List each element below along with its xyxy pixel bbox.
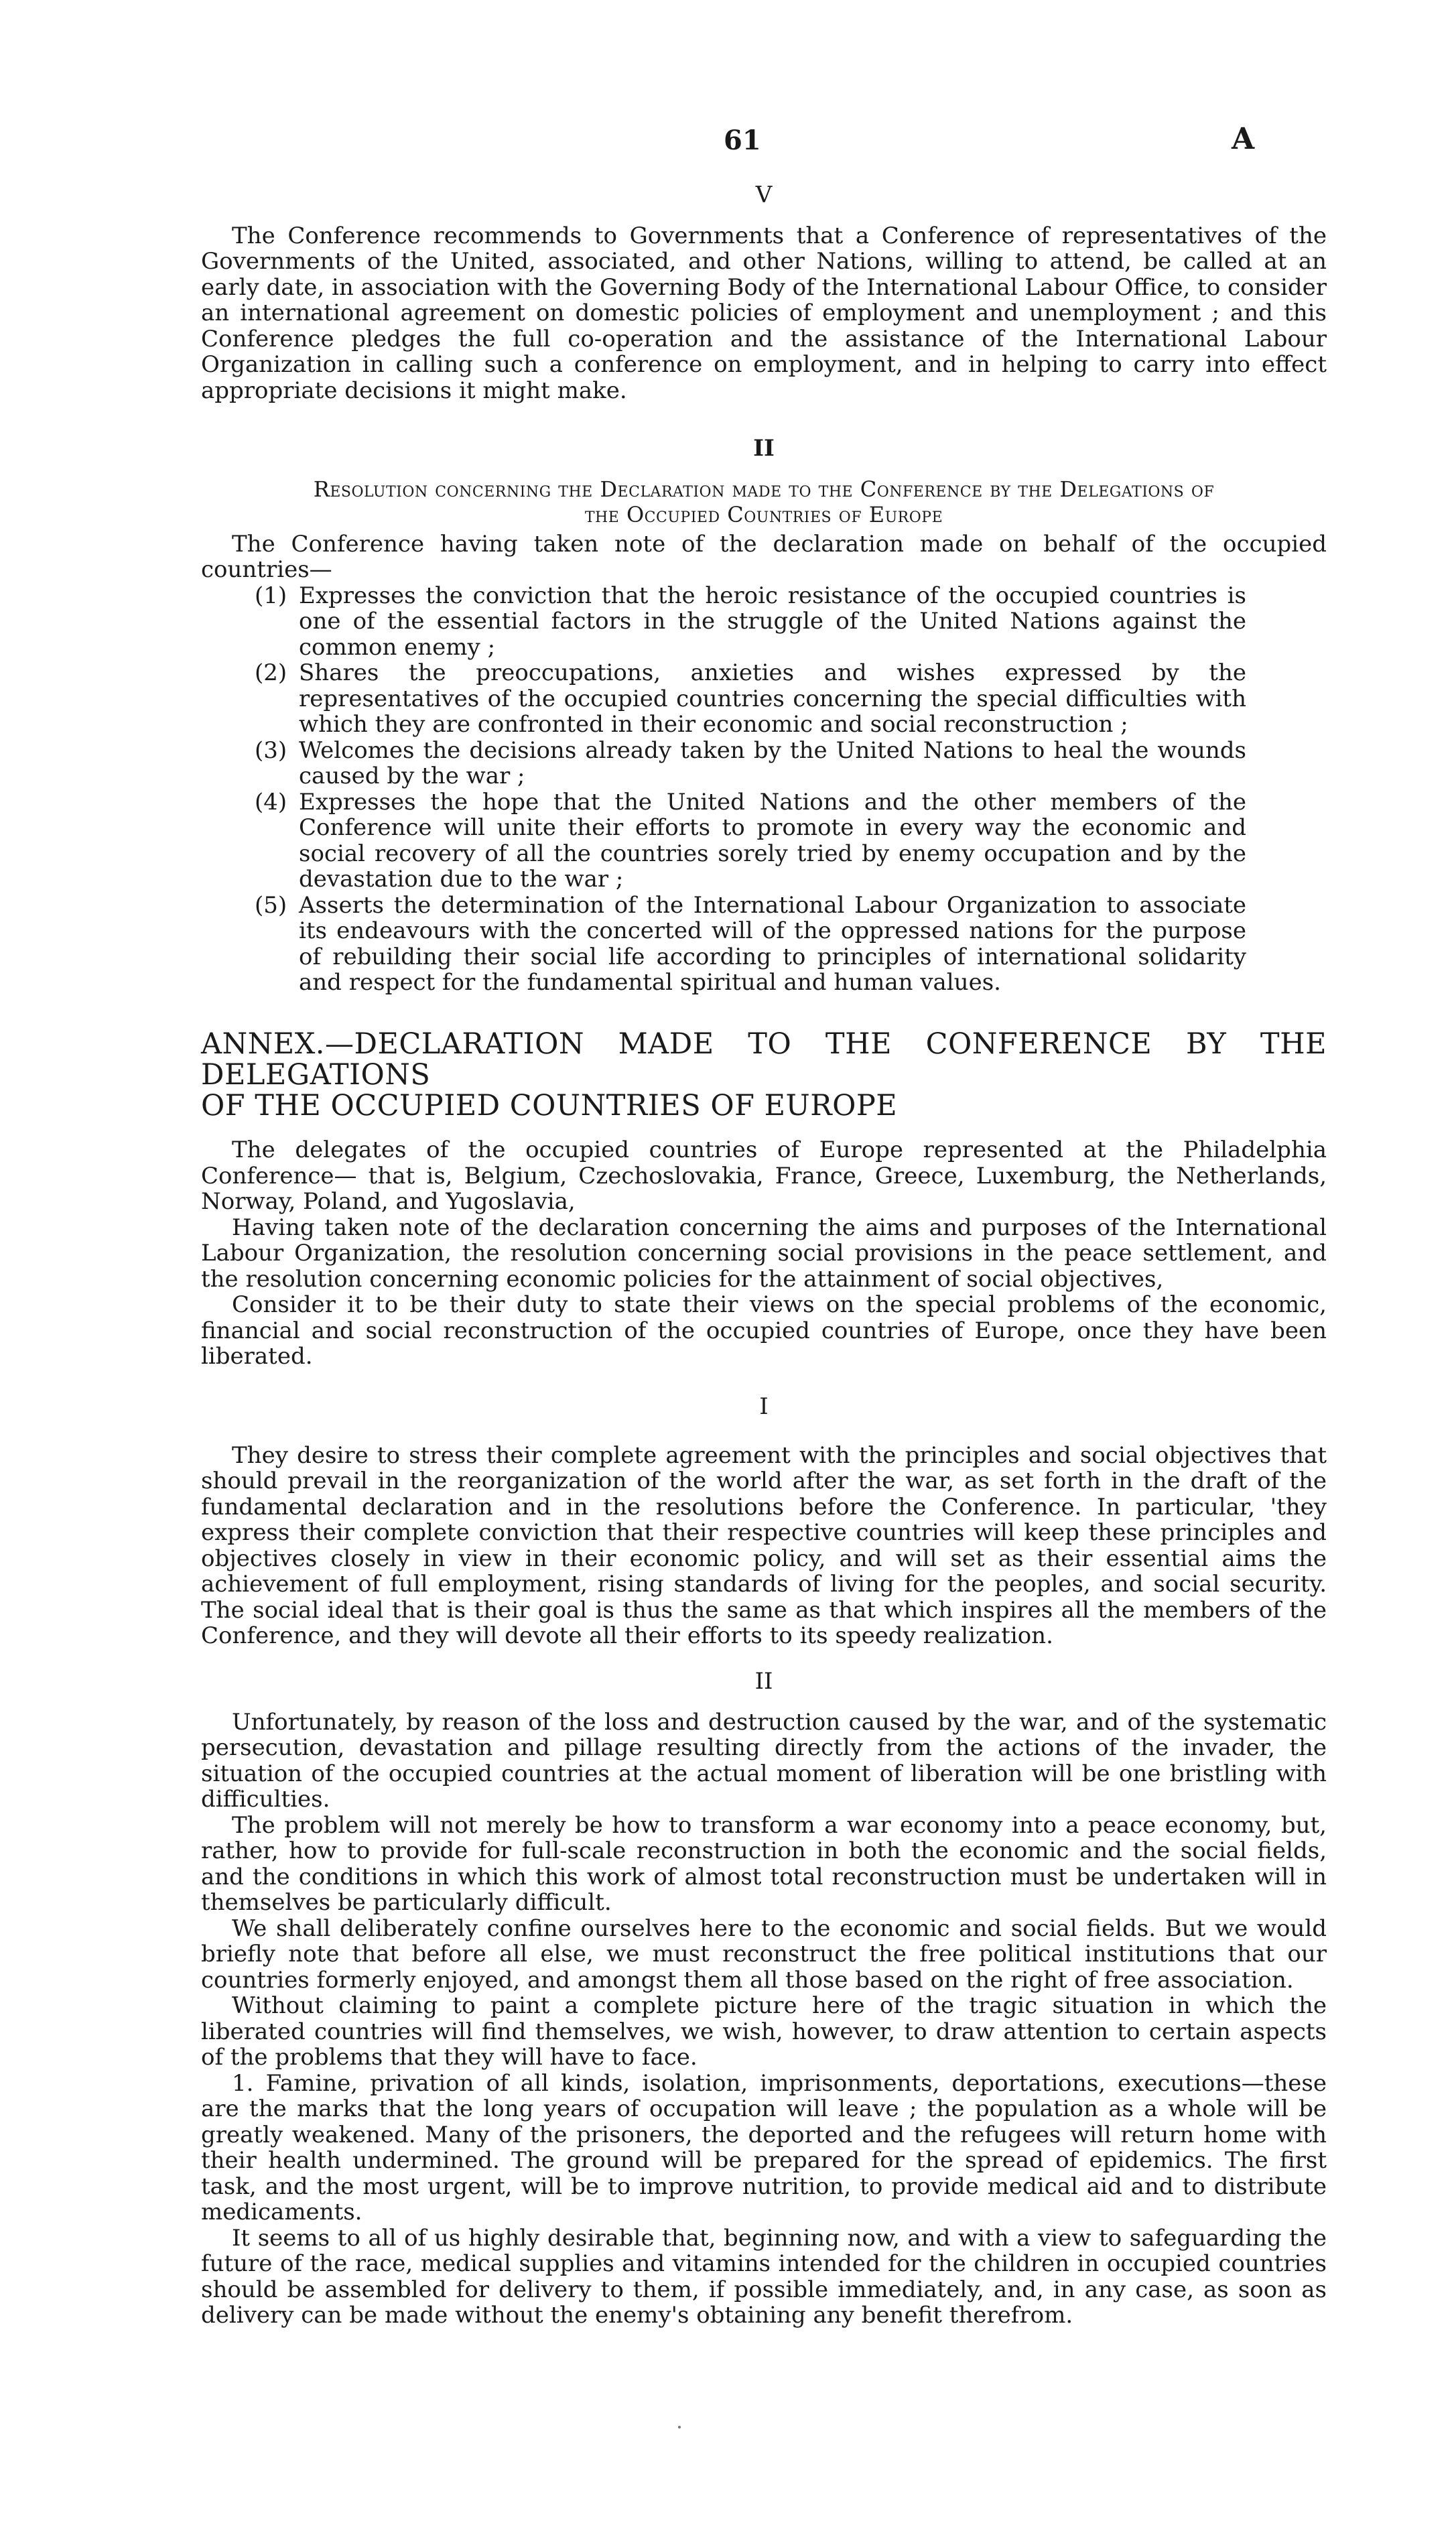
annex-part-i <box>201 1394 1327 1649</box>
resolution-title-line-1: Resolution concerning the Declaration made to the Conference by the Delegations of <box>313 476 1215 502</box>
part-ii-paragraph: Without claiming to paint a complete picture here of the tragic situation in which the liberated countries will find themselves, we wish, however, to draw attention to certain aspects of the problems that they will have to face. <box>201 1992 1327 2071</box>
resolution-intro: The Conference having taken note of the declaration made on behalf of the occupied countries— <box>201 530 1327 583</box>
part-ii-paragraph: The problem will not merely be how to transform a war economy into a peace economy, but, rather, how to provide for full-scale reconstruction in both the economic and the social fields, and the conditions in which this work of almost total reconstruction must be undertaken will in themselves be particularly difficult. <box>201 1811 1327 1916</box>
annex-paragraph: The delegates of the occupied countries of Europe represented at the Philadelphia Conference— that is, Belgium, Czechoslovakia, France, Greece, Luxemburg, the Netherlands, Norway, Poland, and Yugoslavia, <box>201 1137 1327 1215</box>
item-number: (3) <box>255 736 287 764</box>
annex-title-line-1: ANNEX.—DECLARATION MADE TO THE CONFERENCE BY THE DELEGATIONS <box>201 1027 1327 1092</box>
section-v-text: The Conference recommends to Governments that a Conference of representatives of the Governments of the United, associated, and other Nations, willing to attend, be called at an early date, in association with the Governing Body of the International Labour Office, to consider an international agreement on domestic policies of employment and unemployment ; and this Conference pledges the full co-operation and the assistance of the International Labour Organization in calling such a conference on employment, and in helping to carry into effect appropriate decisions it might make. <box>201 222 1327 404</box>
part-ii-paragraph: We shall deliberately confine ourselves here to the economic and social fields. But we would briefly note that before all else, we must reconstruct the free political institutions that our countries formerly enjoyed, and amongst them all those based on the right of free association. <box>201 1915 1327 1994</box>
annex <box>201 1029 1327 1370</box>
part-ii-paragraph: 1. Famine, privation of all kinds, isolation, imprisonments, deportations, executions—these are the marks that the long years of occupation will leave ; the population as a whole will be greatly weakened. Many of the prisoners, the deported and the refugees will return home with their health undermined. The ground will be prepared for the spread of epidemics. The first task, and the most urgent, will be to improve nutrition, to provide medical aid and to distribute medicaments. <box>201 2069 1327 2225</box>
item-text: Expresses the conviction that the heroic resistance of the occupied countries is one of the essential factors in the struggle of the United Nations against the common enemy ; <box>299 582 1246 661</box>
item-text: Welcomes the decisions already taken by the United Nations to heal the wounds caused by the war ; <box>299 736 1246 789</box>
resolution-items <box>201 583 1327 996</box>
part-ii-heading: II <box>754 1668 773 1695</box>
part-i-heading: I <box>759 1393 769 1420</box>
resolution-item <box>201 660 1327 738</box>
resolution-item <box>201 583 1327 661</box>
annex-paragraph: Consider it to be their duty to state their views on the special problems of the economic, financial and social reconstruction of the occupied countries of Europe, once they have been liberated. <box>201 1291 1327 1370</box>
item-number: (4) <box>255 788 287 816</box>
resolution-item <box>201 893 1327 996</box>
item-text: Asserts the determination of the International Labour Organization to associate its endeavours with the concerted will of the oppressed nations for the purpose of rebuilding their social life according to principles of international solidarity and respect for the fundamental spiritual and human values. <box>299 891 1246 996</box>
part-ii-paragraph: It seems to all of us highly desirable that, beginning now, and with a view to safeguarding the future of the race, medical supplies and vitamins intended for the children in occupied countries should be assembled for delivery to them, if possible immediately, and, in any case, as soon as delivery can be made without the enemy's obtaining any benefit therefrom. <box>201 2224 1327 2329</box>
annex-paragraph: Having taken note of the declaration concerning the aims and purposes of the International Labour Organization, the resolution concerning social provisions in the peace settlement, and the resolution concerning economic policies for the attainment of social objectives, <box>201 1214 1327 1293</box>
annex-part-ii <box>201 1669 1327 2329</box>
item-text: Shares the preoccupations, anxieties and wishes expressed by the representatives of the occupied countries concerning the special difficulties with which they are confronted in their economic and social reconstruction ; <box>299 659 1246 738</box>
item-number: (5) <box>255 891 287 919</box>
item-text: Expresses the hope that the United Nations and the other members of the Conference will unite their efforts to promote in every way the economic and social recovery of all the countries sorely tried by enemy occupation and by the devastation due to the war ; <box>299 788 1246 893</box>
annex-title-line-2: OF THE OCCUPIED COUNTRIES OF EUROPE <box>201 1089 898 1122</box>
resolution-item <box>201 738 1327 789</box>
resolution-item <box>201 789 1327 893</box>
page-number: 61 <box>724 125 761 156</box>
section-ii-heading: II <box>753 435 775 462</box>
section-v <box>201 182 1327 403</box>
resolution-title-line-2: the Occupied Countries of Europe <box>584 501 943 527</box>
item-number: (1) <box>255 582 287 609</box>
stray-mark <box>678 2426 681 2429</box>
series-letter: A <box>1232 122 1255 156</box>
part-i-paragraph: They desire to stress their complete agreement with the principles and social objectives that should prevail in the reorganization of the world after the war, as set forth in the draft of the fundamental declaration and in the resolutions before the Conference. In particular, 'they express their complete conviction that their respective countries will keep these principles and objectives closely in view in their economic policy, and will set as their essential aims the achievement of full employment, rising standards of living for the peoples, and social security. The social ideal that is their goal is thus the same as that which inspires all the members of the Conference, and they will devote all their efforts to its speedy realization. <box>201 1441 1327 1649</box>
section-ii <box>201 436 1327 996</box>
section-v-heading: V <box>755 182 773 208</box>
part-ii-paragraph: Unfortunately, by reason of the loss and destruction caused by the war, and of the systematic persecution, devastation and pillage resulting directly from the actions of the invader, the situation of the occupied countries at the actual moment of liberation will be one bristling with difficulties. <box>201 1708 1327 1813</box>
item-number: (2) <box>255 659 287 686</box>
